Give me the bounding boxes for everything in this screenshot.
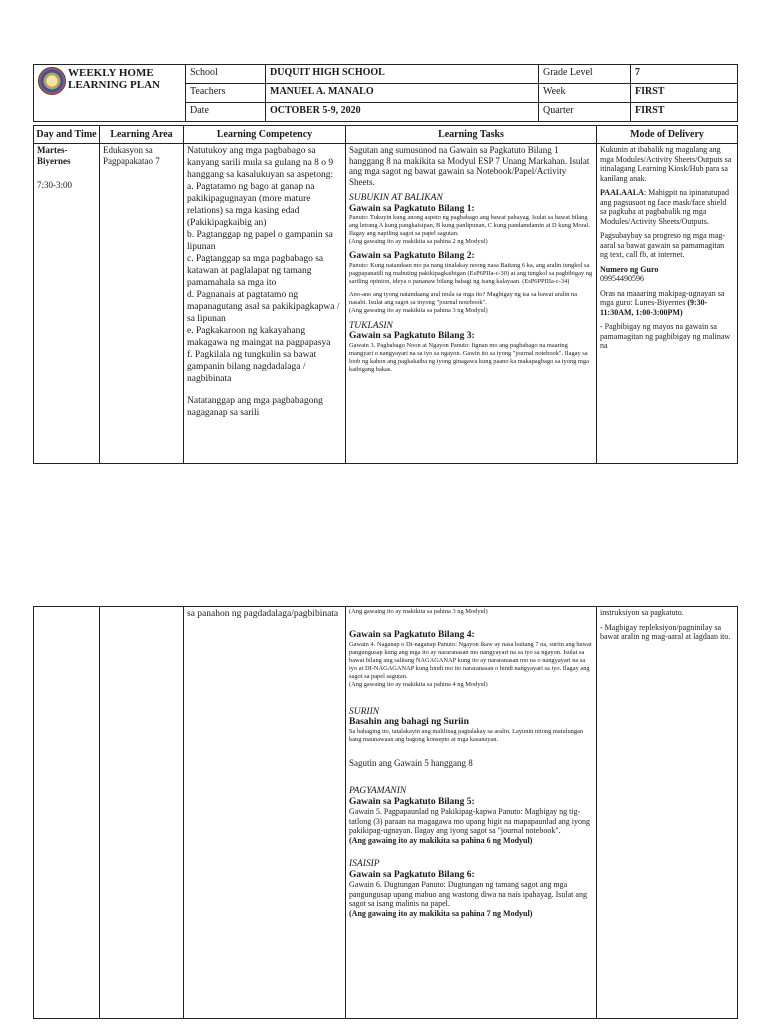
- gawain-2-text: Panuto: Kung natandaan mo pa nang tinalakay noong nasa Baitang 6 ka, ang aralin tungkol sa pagpapanatili ng mabuting pakikipagkaibigan (EsP6PIIa-c-30) at ang tungkol sa pagbibigay ng sariling opinion, ideya o pananaw bilang bahagi ng isang kalayaan. (EsP6PPIIIa-c-34): [349, 261, 593, 285]
- gawain-3-title: Gawain sa Pagkatuto Bilang 3:: [349, 331, 475, 341]
- day-time-cell: [34, 144, 100, 464]
- gawain-5-title: Gawain sa Pagkatuto Bilang 5:: [349, 796, 475, 807]
- competency-cell-2: sa panahon ng pagdadalaga/pagbibinata: [184, 607, 346, 1019]
- section-subukin: SUBUKIN AT BALIKAN: [349, 193, 443, 203]
- oras-hours: (9:30-11:30AM, 1:00-3:00PM): [600, 298, 708, 317]
- competency-item: Natutukoy ang mga pagbabago sa kanyang sarili mula sa gulang na 8 o 9 hanggang sa kasalukuyan sa aspetong:: [187, 146, 334, 180]
- competency-item: b. Pagtanggap ng papel o gampanin sa lipunan: [187, 230, 333, 252]
- competency-item: c. Pagtanggap sa mga pagbabago sa katawan at paglalapat ng tamang pamamahala sa mga ito: [187, 254, 324, 288]
- paalala-label: PAALAALA: [600, 188, 644, 197]
- plan-table-page1: [33, 125, 738, 464]
- gawain-5-text: Gawain 5. Pagpapaunlad ng Pakikipag-kapwa Panuto: Magbigay ng tig-tatlong (3) paraan na magagawa mo upang higit na mapapaunlad ang iyong pakikipag-ugnayan. Ilagay ang iyong sagot sa "journal notebook".: [349, 807, 591, 835]
- day-time-cell-2: [34, 607, 100, 1019]
- deped-seal-icon: [38, 67, 66, 95]
- gawain-4-note: (Ang gawaing ito ay makikita sa pahina 4 ng Modyul): [349, 680, 488, 688]
- section-tuklasin: TUKLASIN: [349, 320, 393, 331]
- mode-instruction-text: - Pagbibigay ng mayos na gawain sa pamamagitan ng pagbibigay ng malinaw na: [600, 322, 731, 350]
- teachers-value: MANUEL A. MANALO: [266, 84, 539, 103]
- paalala-text: : Mahigpit na ipinatutupad ang pagsusuot ng face mask/face shield sa pagkuha at pagbabalik ng mga Modules/Activity Sheets/Outputs.: [600, 188, 729, 226]
- mode-monitor-text: Pagsubaybay sa progreso ng mga mag-aaral sa bawat gawain sa pamamagitan ng text, call fb, at internet.: [600, 231, 726, 259]
- mode-cell-2: [597, 607, 738, 1019]
- gawain-2-note: (Ang gawaing ito ay makikita sa pahina 3 ng Modyul): [349, 306, 488, 314]
- competency-item: f. Pagkilala ng tungkulin sa bawat gampanin bilang nagdadalaga / nagbibinata: [187, 350, 317, 384]
- gawain-4-title: Gawain sa Pagkatuto Bilang 4:: [349, 630, 475, 640]
- mode-reflection-text: - Magbigay repleksiyon/pagninilay sa bawat aralin ng mag-aaral at lagdaan ito.: [600, 622, 731, 641]
- col-day-time: Day and Time: [34, 126, 100, 144]
- date-label: Date: [186, 103, 266, 122]
- mode-instruction-cont: instruksiyon sa pagkatuto.: [600, 608, 684, 617]
- guro-number: 09954490596: [600, 274, 644, 283]
- learning-area-cell-2: [100, 607, 184, 1019]
- gawain-2-title: Gawain sa Pagkatuto Bilang 2:: [349, 251, 475, 261]
- competency-item: e. Pagkakaroon ng kakayahang makagawa ng maingat na pagpapasya: [187, 326, 331, 348]
- col-learning-competency: Learning Competency: [184, 126, 346, 144]
- col-learning-area: Learning Area: [100, 126, 184, 144]
- section-isaisip: ISAISIP: [349, 859, 380, 869]
- school-label: School: [186, 65, 266, 84]
- date-value: OCTOBER 5-9, 2020: [266, 103, 539, 122]
- oras-block: [600, 289, 734, 318]
- grade-value: 7: [631, 65, 738, 84]
- gawain-6-title: Gawain sa Pagkatuto Bilang 6:: [349, 869, 475, 880]
- gawain-2-text-2: Ano-ano ang iyong natandaang aral mula sa mga ito? Magbigay ng isa sa bawat aralin na nasabi. Isulat ang sagot sa inyong "journal notebook".: [349, 290, 578, 306]
- tasks-cell: [346, 144, 597, 464]
- header-table: [33, 64, 738, 122]
- basahin-text: Sa bahaging ito, tatalakayin ang malilinag pagtalakay sa aralin. Layunin nitong matulungan kang maunawaan ang bagong konsepto at mga kasanayan.: [349, 727, 584, 743]
- plan-logo-cell: [34, 65, 186, 122]
- guro-label: Numero ng Guro: [600, 264, 659, 274]
- mode-cell: [597, 144, 738, 464]
- day-text: Martes-Biyernes: [37, 145, 71, 166]
- competency-item: a. Pagtatamo ng bago at ganap na pakikipagugnayan (more mature relations) sa mga kasing edad (Pakikipagkaibig an): [187, 182, 315, 228]
- school-value: DUQUIT HIGH SCHOOL: [266, 65, 539, 84]
- learning-area-cell: Edukasyon sa Pagpapakatao 7: [100, 144, 184, 464]
- section-suriin: SURIIN: [349, 706, 380, 717]
- tasks-cell-2: [346, 607, 597, 1019]
- gawain-6-note: (Ang gawaing ito ay makikita sa pahina 7 ng Modyul): [349, 908, 533, 918]
- quarter-value: FIRST: [631, 103, 738, 122]
- gawain-5-note: (Ang gawaing ito ay makikita sa pahina 6 ng Modyul): [349, 835, 533, 845]
- plan-title: WEEKLY HOME LEARNING PLAN: [68, 67, 160, 91]
- quarter-label: Quarter: [539, 103, 631, 122]
- week-value: FIRST: [631, 84, 738, 103]
- sagutin-text: Sagutin ang Gawain 5 hanggang 8: [349, 757, 473, 768]
- gawain-1-note: (Ang gawaing ito ay makikita sa pahina 2 ng Modyul): [349, 238, 488, 245]
- gawain-1-title: Gawain sa Pagkatuto Bilang 1:: [349, 203, 475, 214]
- col-mode-of-delivery: Mode of Delivery: [597, 126, 738, 144]
- paalala-block: [600, 188, 734, 226]
- grade-label: Grade Level: [539, 65, 631, 84]
- gawain-6-text: Gawain 6. Dugtungan Panuto: Dugtungan ng tamang sagot ang mga pangungusap upang mabuo ang wastong diwa na nais ipahayag. Isulat ang sagot sa isang malinis na papel.: [349, 880, 587, 908]
- gawain-4-text: Gawain 4. Naganap o Di-naganap Panuto: Ngayon ikaw ay nasa baitang 7 na, suriin ang bawat pangungusap kung ang mga ito ay nararanasan mo nangyayari na sa iyo sa ngayon. Isulat sa bawat bilang ang salitang NAGAGANAP kung ito ay nararanasan mo na o nangyayari na sa iyo at DI-NAGAGANAP kung hindi mo ito nararanasan o hindi nangyayari sa iyo. Ilagay ang sagot sa papel sagutan.: [349, 640, 592, 680]
- gawain-3-text: Gawain 3. Pagbabago Noon at Ngayon Panuto: Itgnan mo ang pagbabago na maaring mangyari o nangyayari na sa iyo sa ngayon. Gawin ito sa iyong "journal notebook". Ilagay sa loob ng kahon ang pagkakaiba ng iyong ginagawa kung paano ka makapagbago sa iyong mga kaibigang bakas.: [349, 341, 589, 373]
- note-top: (Ang gawaing ito ay makikita sa pahina 3 ng Modyul): [349, 608, 488, 615]
- time-text: 7:30-3:00: [37, 180, 72, 190]
- mode-pickup-text: Kukunin at ibabalik ng magulang ang mga Modules/Activity Sheets/Outputs sa itinalagang Learning Kiosk/Hub para sa kanilang anak.: [600, 145, 732, 183]
- plan-table-page2: [33, 606, 738, 1019]
- teachers-label: Teachers: [186, 84, 266, 103]
- basahin-title: Basahin ang bahagi ng Suriin: [349, 717, 469, 727]
- tasks-intro: Sagutan ang sumusunod na Gawain sa Pagkatuto Bilang 1 hanggang 8 na makikita sa Modyul ESP 7 Unang Markahan. Isulat ang mga sagot ng bawat gawain sa Notebook/Papel/Activity Sheets.: [349, 145, 590, 187]
- section-pagyamanin: PAGYAMANIN: [349, 786, 407, 796]
- competency-item: d. Pagnanais at pagtatamo ng mapanagutang asal sa pakikipagkapwa / sa lipunan: [187, 290, 340, 324]
- week-label: Week: [539, 84, 631, 103]
- gawain-1-text: Panuto: Tukuyin kung anong aspeto ng pagbabago ang bawat pahayag. Isulat sa bawat bilang ang letrang A kung pangkaisipan, B kung panlipunan, C kung pandamdamin at D kung Moral. Ilagay ang napiling sagot sa papel sagutan.: [349, 214, 590, 237]
- competency-cell: [184, 144, 346, 464]
- col-learning-tasks: Learning Tasks: [346, 126, 597, 144]
- oras-text: Oras na maaaring makipag-ugnayan sa mga guro: Lunes-Biyernes: [600, 288, 725, 307]
- competency-item: Natatanggap ang mga pagbabagong nagaganap sa sarili: [187, 396, 323, 418]
